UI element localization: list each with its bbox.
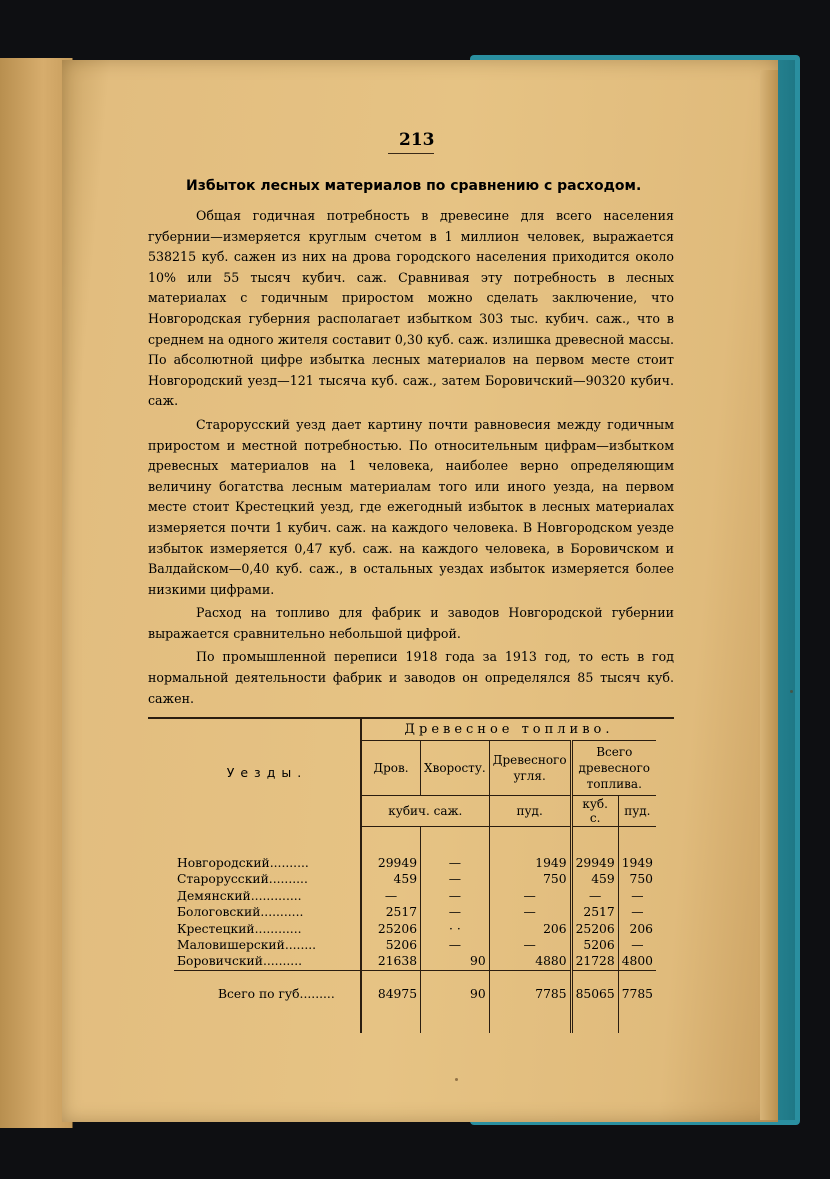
cell-khvorost: 90 (421, 953, 490, 970)
row-name: Старорусский.......... (174, 871, 361, 887)
paper-speck (790, 690, 793, 693)
cell-vsego-kub: 5206 (571, 937, 618, 953)
table-row (174, 855, 656, 871)
cell-drova: 2517 (361, 904, 421, 920)
row-name: Крестецкий............ (174, 921, 361, 937)
cell-khvorost: — (421, 904, 490, 920)
cell-vsego-kub: 2517 (571, 904, 618, 920)
cell-total-vsego-kub: 85065 (571, 970, 618, 1017)
cell-vsego-pud: — (631, 938, 644, 953)
cell-vsego-pud: — (631, 888, 644, 903)
table-row (174, 953, 656, 970)
table-spacer (174, 827, 656, 856)
table-row (174, 937, 656, 953)
cell-drova: 25206 (361, 921, 421, 937)
cell-khvorost: · · (421, 921, 490, 937)
cell-khvorost: — (421, 855, 490, 871)
cell-khvorost: — (421, 871, 490, 887)
column-header-uezdy: Уезды. (174, 718, 361, 827)
paragraph: По промышленной переписи 1918 года за 1913 год, то есть в год нормальной деятельности фабрик и заводов он определялся 85 тысяч куб. сажен. (148, 649, 674, 706)
cell-total-drova: 84975 (361, 970, 421, 1017)
row-name: Новгородский.......... (174, 855, 361, 871)
cell-vsego-kub: 29949 (571, 855, 618, 871)
table-row (174, 888, 656, 904)
paragraph: Старорусский уезд дает картину почти равновесия между годичным приростом и местной потребностью. По относительным цифрам—избытком древесных материалов на 1 человека, наиболее верно определяющим величину богатства лесным материалам того или иного уезда, на первом месте стоит Крестецкий уезд, где ежегодный избыток в лесных материалах измеряется почти 1 кубич. саж. на каждого человека. В Новгородском уезде избыток измеряется 0,47 куб. саж. на каждого человека, в Боровичском и Валдайском—0,40 куб. саж., в остальных уездах избыток измеряется более низкими цифрами. (148, 416, 674, 597)
cell-ugol: — (489, 937, 571, 953)
cell-total-khvorost: 90 (421, 970, 490, 1017)
table-total-row (174, 970, 656, 1017)
cell-drova: 29949 (361, 855, 421, 871)
cell-vsego-kub: — (571, 888, 618, 904)
total-label: Всего по губ......... (174, 970, 361, 1017)
cell-vsego-pud: 750 (629, 872, 653, 887)
group-header-fuel: Древесное топливо. (361, 718, 656, 741)
unit-pud: пуд. (618, 796, 656, 827)
cell-ugol: 750 (489, 871, 571, 887)
cell-ugol: — (489, 888, 571, 904)
body-text (148, 206, 674, 712)
cell-vsego-kub: 21728 (571, 953, 618, 970)
row-name: Демянский............. (174, 888, 361, 904)
cell-drova: 459 (361, 871, 421, 887)
cell-vsego-pud: 4800 (621, 954, 653, 969)
cell-drova: 5206 (361, 937, 421, 953)
cell-drova: — (361, 888, 421, 904)
paragraph: Общая годичная потребность в древесине для всего населения губернии—измеряется круглым счетом в 1 миллион человек, выражается 538215 куб. сажен из них на дрова городского населения приходится около 10% или 55 тысяч кубич. саж. Сравнивая эту потребность в лесных материалах с годичным приростом можно сделать заключение, что Новгородская губерния располагает избытком 303 тыс. кубич. саж., что в среднем на одного жителя составит 0,30 куб. саж. излишка древесной массы. По абсолютной цифре избытка лесных материалов на первом месте стоит Новгородский уезд—121 тысяча куб. саж., затем Боровичский—90320 кубич. саж. (148, 208, 674, 409)
cell-khvorost: — (421, 888, 490, 904)
cell-vsego-pud: 206 (629, 921, 653, 936)
table-row (174, 904, 656, 920)
cell-khvorost: — (421, 937, 490, 953)
page-stack-edge (760, 70, 778, 1120)
column-header-ugol: Древесного угля. (489, 741, 571, 796)
unit-kubich-sazh: кубич. саж. (361, 796, 489, 827)
cell-ugol: 1949 (489, 855, 571, 871)
table-row (174, 871, 656, 887)
cell-total-vsego-pud: 7785 (618, 970, 656, 1017)
cell-total-ugol: 7785 (489, 970, 571, 1017)
unit-pud: пуд. (489, 796, 571, 827)
cell-ugol: 4880 (489, 953, 571, 970)
table-end-space (174, 1017, 656, 1033)
column-header-khvorost: Хворосту. (421, 741, 490, 796)
row-name: Бологовский........... (174, 904, 361, 920)
table-row (174, 921, 656, 937)
fuel-table (174, 718, 656, 1033)
cell-ugol: 206 (489, 921, 571, 937)
page-number-rule (388, 153, 434, 154)
section-heading: Избыток лесных материалов по сравнению с расходом. (186, 178, 642, 194)
row-name: Боровичский.......... (174, 953, 361, 970)
cell-vsego-pud: — (631, 905, 644, 920)
row-name: Маловишерский........ (174, 937, 361, 953)
unit-kub-s: куб. с. (571, 796, 618, 827)
cell-vsego-pud: 1949 (621, 856, 653, 870)
cell-vsego-kub: 25206 (571, 921, 618, 937)
column-header-vsego: Всего древесного топлива. (578, 745, 651, 791)
cell-vsego-kub: 459 (571, 871, 618, 887)
paragraph: Расход на топливо для фабрик и заводов Новгородской губернии выражается сравнительно небольшой цифрой. (148, 605, 674, 641)
cell-drova: 21638 (361, 953, 421, 970)
cell-ugol: — (489, 904, 571, 920)
paper-speck (455, 1078, 458, 1081)
page-number: 213 (399, 130, 435, 150)
column-header-drova: Дров. (361, 741, 421, 796)
